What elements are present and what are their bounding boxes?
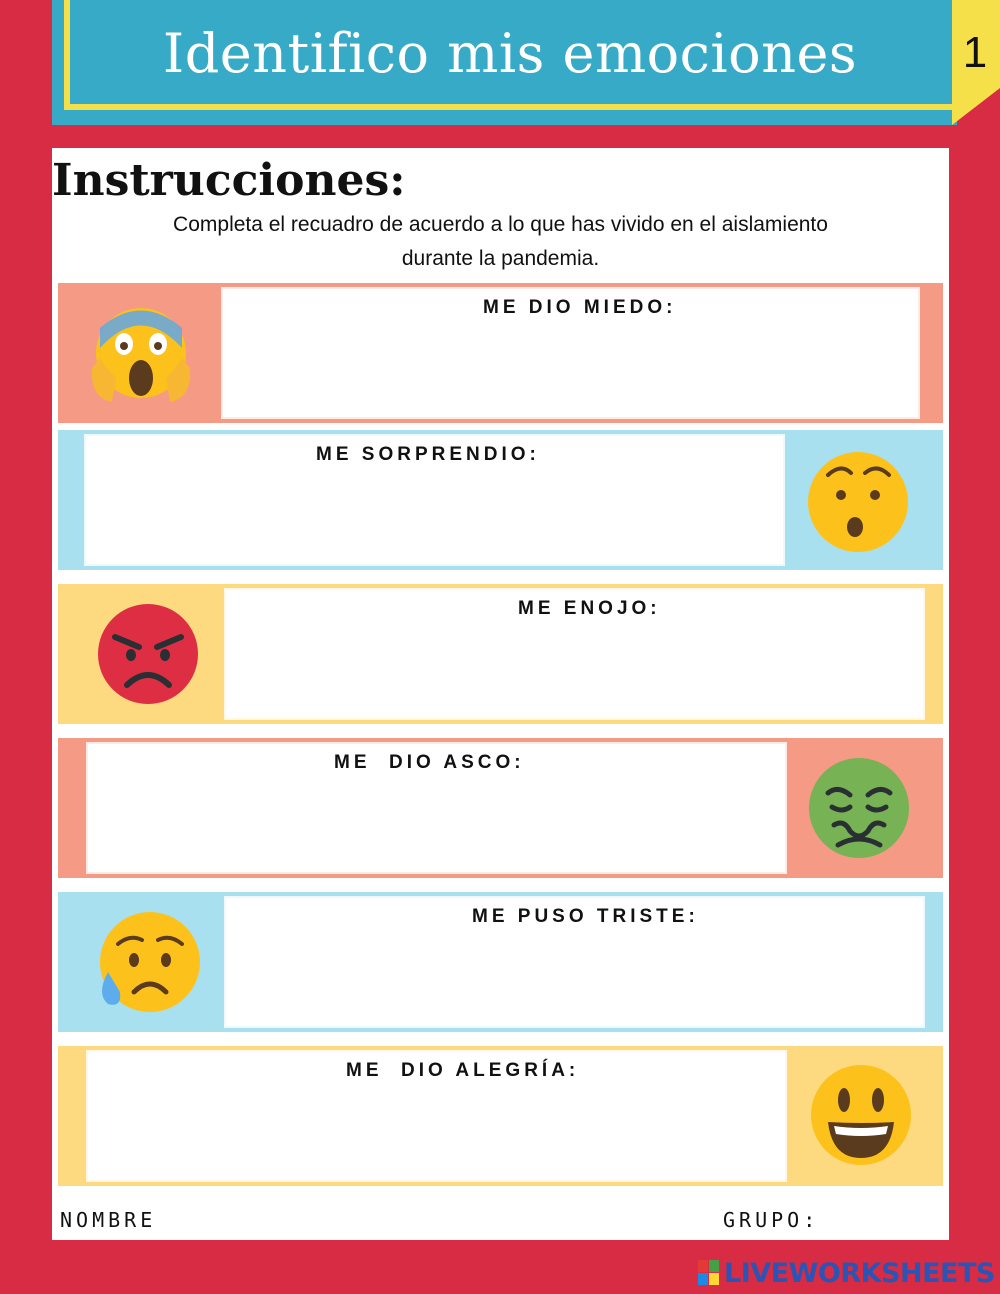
- answer-box-joy[interactable]: [88, 1052, 785, 1180]
- brand-watermark: [698, 1258, 995, 1288]
- answer-box-surprise[interactable]: [86, 436, 783, 564]
- label-surprise: ME SORPRENDIO:: [316, 444, 540, 465]
- answer-box-fear[interactable]: [223, 289, 918, 417]
- sad-sweat-face-icon: [94, 908, 204, 1018]
- emotion-row-disgust: [58, 738, 943, 878]
- label-anger: ME ENOJO:: [518, 598, 661, 619]
- instructions-text: [52, 208, 949, 276]
- angry-face-icon: [93, 599, 203, 709]
- emotion-row-sadness: [58, 892, 943, 1032]
- label-sadness: ME PUSO TRISTE:: [472, 906, 699, 927]
- label-disgust: ME DIO ASCO:: [334, 752, 525, 773]
- emotion-row-joy: [58, 1046, 943, 1186]
- emotion-row-anger: [58, 584, 943, 724]
- name-label: NOMBRE: [60, 1208, 157, 1232]
- answer-box-anger[interactable]: [226, 590, 923, 718]
- instructions-heading: Instrucciones:: [52, 155, 406, 206]
- name-field[interactable]: [170, 1204, 694, 1236]
- emotion-row-fear: [58, 283, 943, 423]
- instructions-line-1: Completa el recuadro de acuerdo a lo que has vivido en el aislamiento: [173, 213, 828, 236]
- page-title: Identifico mis emociones: [162, 22, 858, 85]
- label-fear: ME DIO MIEDO:: [483, 297, 677, 318]
- surprised-face-icon: [803, 447, 913, 557]
- label-joy: ME DIO ALEGRÍA:: [346, 1060, 580, 1081]
- brand-text: LIVEWORKSHEETS: [724, 1257, 995, 1289]
- emotion-row-surprise: [58, 430, 943, 570]
- instructions-line-2: durante la pandemia.: [401, 247, 600, 270]
- grinning-face-icon: [806, 1060, 916, 1170]
- liveworksheets-logo-icon: [698, 1260, 720, 1286]
- page-number: 1: [962, 28, 988, 77]
- answer-box-disgust[interactable]: [88, 744, 785, 872]
- scream-face-icon: [86, 298, 196, 408]
- group-field[interactable]: [835, 1204, 944, 1236]
- nauseated-face-icon: [804, 753, 914, 863]
- answer-box-sadness[interactable]: [226, 898, 923, 1026]
- group-label: GRUPO:: [723, 1208, 820, 1232]
